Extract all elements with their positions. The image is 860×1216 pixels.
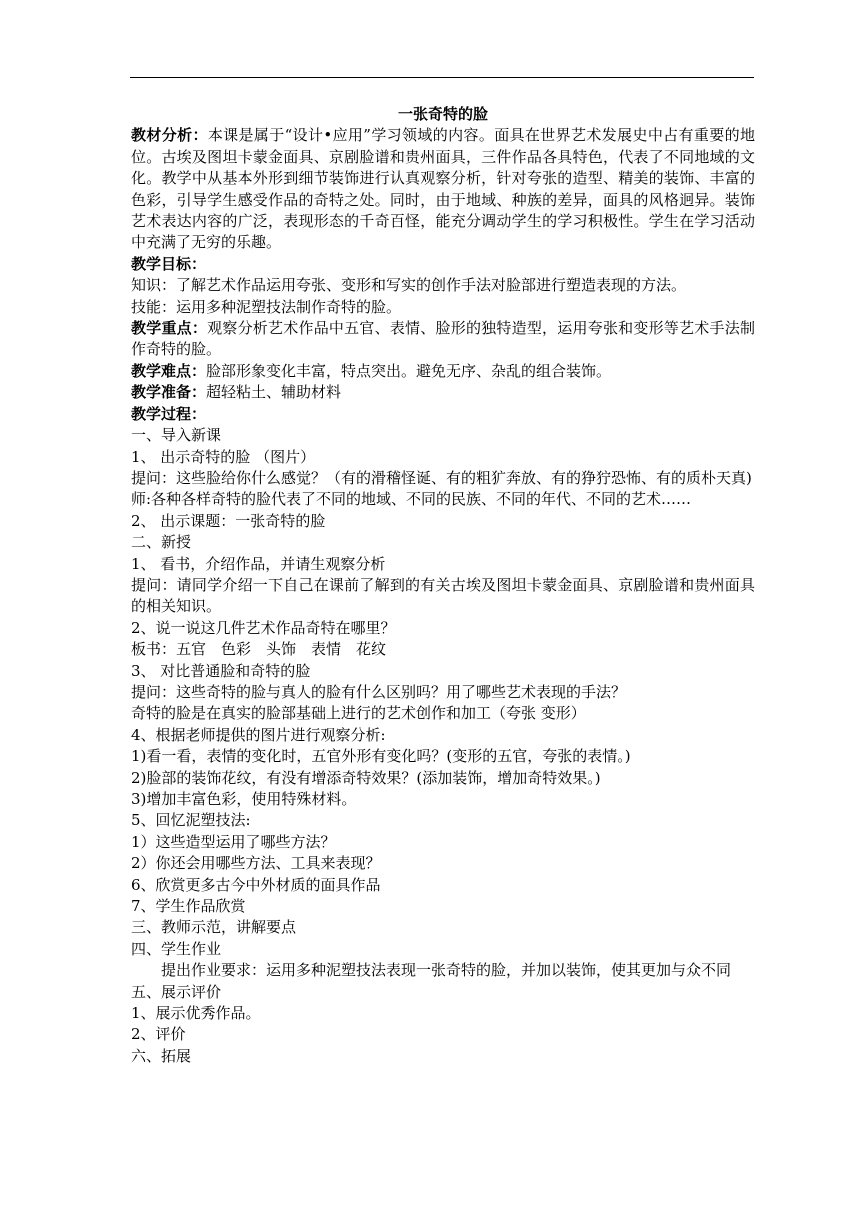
- preparation-text: 超轻粘土、辅助材料: [206, 383, 342, 402]
- process-line: 1)看一看，表情的变化时，五官外形有变化吗？(变形的五官，夸张的表情。): [131, 747, 631, 766]
- after-lines: [131, 982, 755, 1068]
- process-line: 3、 对比普通脸和奇特的脸: [131, 661, 311, 680]
- key-points-paragraph: [131, 318, 755, 361]
- process-line: 4、根据老师提供的图片进行观察分析:: [131, 725, 386, 744]
- process-line: 6、欣赏更多古今中外材质的面具作品: [131, 875, 381, 894]
- analysis-paragraph: [131, 125, 755, 253]
- process-line: 奇特的脸是在真实的脸部基础上进行的艺术创作和加工（夸张 变形）: [131, 704, 586, 723]
- process-line: 五、展示评价: [131, 982, 222, 1001]
- key-points-text: 观察分析艺术作品中五官、表情、脸形的独特造型，运用夸张和变形等艺术手法制作奇特的脸。: [131, 319, 755, 359]
- process-line: 提问：请同学介绍一下自己在课前了解到的有关古埃及图坦卡蒙金面具、京剧脸谱和贵州面具的相关知识。: [131, 575, 755, 616]
- process-line: 提问：这些脸给你什么感觉？（有的滑稽怪诞、有的粗犷奔放、有的狰狞恐怖、有的质朴天真): [131, 468, 752, 487]
- difficulties-label: 教学难点：: [131, 361, 207, 380]
- analysis-text: 本课是属于“设计•应用”学习领域的内容。面具在世界艺术发展史中占有重要的地位。古埃及图坦卡蒙金面具、京剧脸谱和贵州面具，三件作品各具特色，代表了不同地域的文化。教学中从基本外形到细节装饰进行认真观察分析，针对夸张的造型、精美的装饰、丰富的色彩，引导学生感受作品的奇特之处。同时，由于地域、种族的差异，面具的风格迥异。装饰艺术表达内容的广泛，表现形态的千奇百怪，能充分调动学生的学习积极性。学生在学习活动中充满了无穷的乐趣。: [131, 126, 755, 252]
- process-line: 1）这些造型运用了哪些方法？: [131, 832, 336, 851]
- process-line: 5、回忆泥塑技法:: [131, 811, 251, 830]
- document-title: 一张奇特的脸: [397, 105, 488, 123]
- key-points-label: 教学重点：: [131, 319, 208, 338]
- goals-label: 教学目标：: [131, 254, 207, 273]
- process-line: 3)增加丰富色彩，使用特殊材料。: [131, 790, 357, 808]
- process-line: 一、导入新课: [131, 426, 222, 445]
- process-line: 四、学生作业: [131, 939, 222, 958]
- process-lines: [131, 425, 755, 960]
- header-rule: [130, 77, 754, 78]
- process-line: 1、 出示奇特的脸 （图片）: [131, 447, 316, 466]
- goals-knowledge: 知识：了解艺术作品运用夸张、变形和写实的创作手法对脸部进行塑造表现的方法。: [131, 276, 687, 295]
- preparation-paragraph: [131, 382, 755, 403]
- process-label: 教学过程：: [131, 404, 207, 423]
- process-line: 1、展示优秀作品。: [131, 1004, 261, 1023]
- process-line: 2、 出示课题：一张奇特的脸: [131, 511, 326, 530]
- process-line: 7、学生作品欣赏: [131, 897, 246, 916]
- process-line: 2）你还会用哪些方法、工具来表现？: [131, 854, 381, 873]
- process-line: 师:各种各样奇特的脸代表了不同的地域、不同的民族、不同的年代、不同的艺术……: [131, 490, 692, 509]
- process-line: 三、教师示范，讲解要点: [131, 918, 297, 937]
- homework-paragraph: 提出作业要求：运用多种泥塑技法表现一张奇特的脸，并加以装饰，使其更加与众不同: [161, 961, 732, 980]
- difficulties-text: 脸部形象变化丰富，特点突出。避免无序、杂乱的组合装饰。: [206, 361, 612, 380]
- document-body: [131, 104, 755, 1067]
- process-line: 六、拓展: [131, 1046, 192, 1065]
- process-line: 2)脸部的装饰花纹，有没有增添奇特效果？(添加装饰，增加奇特效果。): [131, 768, 601, 787]
- process-line: 2、评价: [131, 1025, 186, 1044]
- preparation-label: 教学准备：: [131, 383, 207, 402]
- goals-skill: 技能：运用多种泥塑技法制作奇特的脸。: [131, 297, 402, 316]
- process-line: 二、新授: [131, 533, 192, 552]
- process-line: 提问：这些奇特的脸与真人的脸有什么区别吗？用了哪些艺术表现的手法？: [131, 682, 627, 701]
- difficulties-paragraph: [131, 361, 755, 382]
- process-line: 2、说一说这几件艺术作品奇特在哪里？: [131, 618, 396, 637]
- process-line: 1、 看书，介绍作品，并请生观察分析: [131, 554, 386, 573]
- analysis-label: 教材分析：: [131, 126, 208, 145]
- process-line: 板书：五官 色彩 头饰 表情 花纹: [131, 640, 387, 659]
